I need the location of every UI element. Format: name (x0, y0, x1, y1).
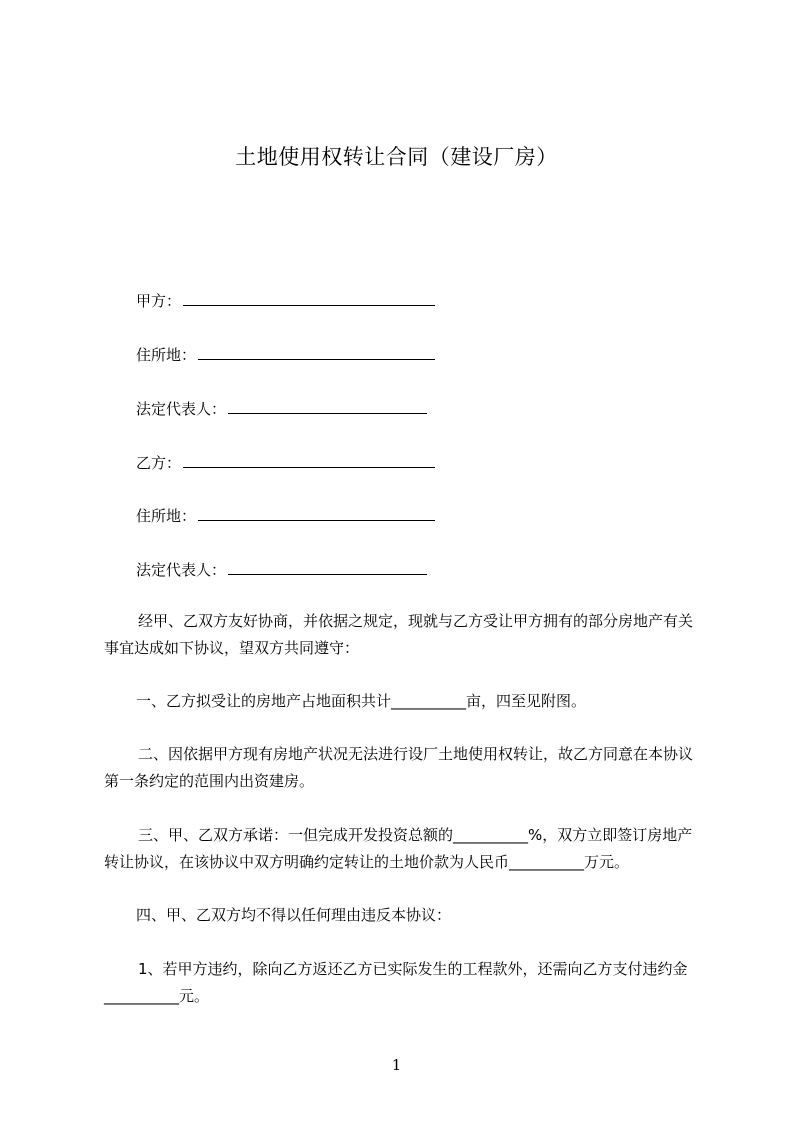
party-a-address-field (136, 344, 435, 366)
party-a-label: 甲方： (136, 292, 182, 310)
party-b-representative-field (136, 559, 427, 581)
party-a-blank (183, 291, 435, 306)
party-b-representative-label: 法定代表人： (136, 561, 227, 579)
party-b-representative-blank (228, 560, 427, 575)
party-a-representative-label: 法定代表人： (136, 400, 227, 418)
party-b-address-blank (198, 506, 435, 521)
party-b-address-label: 住所地： (136, 507, 197, 525)
party-b-label: 乙方： (136, 454, 182, 472)
party-a-address-blank (198, 345, 435, 360)
party-a-representative-blank (228, 399, 427, 414)
clause-4-paragraph: 四、甲、乙双方均不得以任何理由违反本协议： (136, 906, 452, 924)
clause-1-paragraph: 一、乙方拟受让的房地产占地面积共计__________亩，四至见附图。 (136, 692, 587, 710)
page-number: 1 (391, 1056, 402, 1074)
document-title: 土地使用权转让合同（建设厂房） (235, 145, 558, 169)
party-a-representative-field (136, 398, 427, 420)
party-b-address-field (136, 505, 435, 527)
party-a-field (136, 290, 435, 312)
intro-paragraph: 经甲、乙双方友好协商，并依据之规定，现就与乙方受让甲方拥有的部分房地产有关事宜达成如下协议，望双方共同遵守： (104, 612, 694, 657)
clause-2-paragraph: 二、因依据甲方现有房地产状况无法进行设厂土地使用权转让，故乙方同意在本协议第一条约定的范围内出资建房。 (104, 745, 694, 790)
party-b-blank (183, 453, 435, 468)
party-a-address-label: 住所地： (136, 346, 197, 364)
party-b-field (136, 452, 435, 474)
clause-4-1-paragraph: 1、若甲方违约，除向乙方返还乙方已实际发生的工程款外，还需向乙方支付违约金__________元。 (104, 960, 688, 1005)
clause-3-paragraph: 三、甲、乙双方承诺：一但完成开发投资总额的__________%，双方立即签订房地产转让协议，在该协议中双方明确约定转让的土地价款为人民币__________万元。 (104, 826, 693, 871)
